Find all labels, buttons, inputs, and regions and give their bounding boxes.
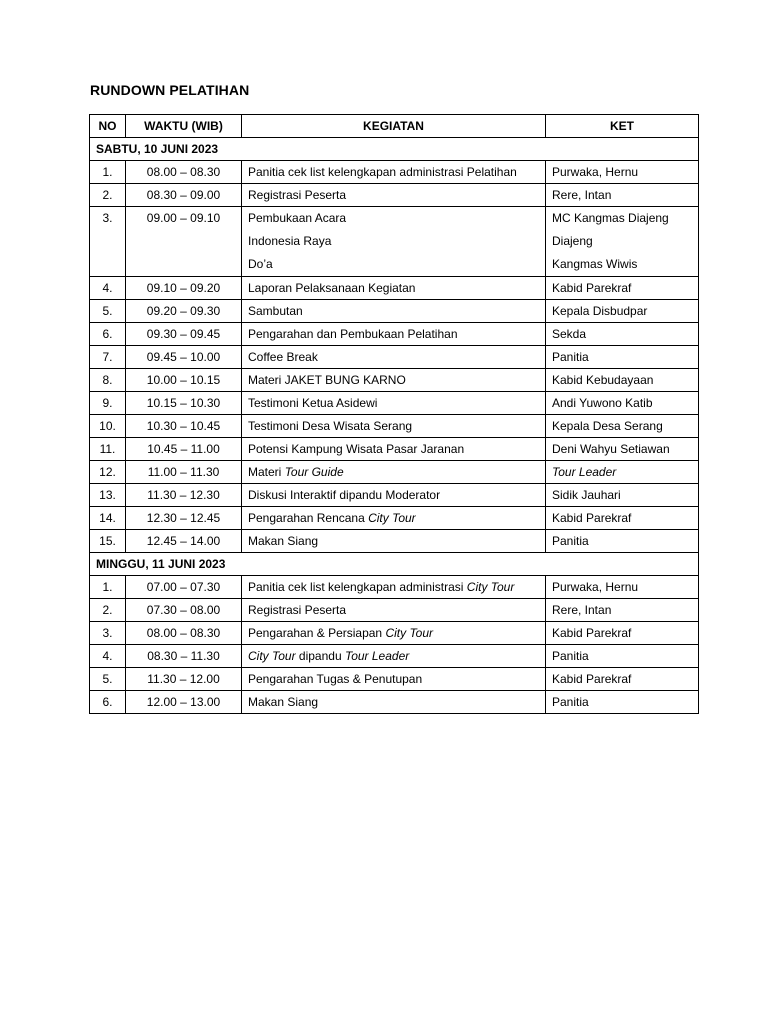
row-time: 10.30 – 10.45 xyxy=(126,415,242,438)
row-no: 10. xyxy=(90,415,126,438)
day-label: SABTU, 10 JUNI 2023 xyxy=(90,138,699,161)
row-activity: Materi JAKET BUNG KARNO xyxy=(242,369,546,392)
activity-text: Materi xyxy=(248,465,285,479)
row-notes xyxy=(546,207,699,277)
table-row xyxy=(90,622,699,645)
row-notes: Kabid Parekraf xyxy=(546,668,699,691)
row-no: 11. xyxy=(90,438,126,461)
row-no: 14. xyxy=(90,507,126,530)
table-row xyxy=(90,161,699,184)
table-row xyxy=(90,323,699,346)
day-label: MINGGU, 11 JUNI 2023 xyxy=(90,553,699,576)
activity-italic-lead: City Tour xyxy=(248,649,296,663)
row-time: 10.00 – 10.15 xyxy=(126,369,242,392)
activity-line: Indonesia Raya xyxy=(248,234,332,248)
row-activity xyxy=(242,461,546,484)
activity-text: Panitia cek list kelengkapan administrasi xyxy=(248,580,467,594)
row-no: 4. xyxy=(90,277,126,300)
row-no: 4. xyxy=(90,645,126,668)
table-row xyxy=(90,346,699,369)
row-time: 10.45 – 11.00 xyxy=(126,438,242,461)
row-no: 3. xyxy=(90,622,126,645)
row-activity xyxy=(242,507,546,530)
row-time: 11.30 – 12.00 xyxy=(126,668,242,691)
activity-text: dipandu xyxy=(295,649,345,663)
row-no: 3. xyxy=(90,207,126,277)
row-activity: Pengarahan dan Pembukaan Pelatihan xyxy=(242,323,546,346)
row-activity: Coffee Break xyxy=(242,346,546,369)
row-no: 5. xyxy=(90,300,126,323)
row-time: 08.30 – 09.00 xyxy=(126,184,242,207)
row-no: 2. xyxy=(90,599,126,622)
row-time: 12.00 – 13.00 xyxy=(126,691,242,714)
row-time: 08.00 – 08.30 xyxy=(126,161,242,184)
table-row xyxy=(90,369,699,392)
row-notes: Tour Leader xyxy=(546,461,699,484)
row-notes: Kabid Parekraf xyxy=(546,277,699,300)
row-notes: Purwaka, Hernu xyxy=(546,576,699,599)
row-no: 1. xyxy=(90,161,126,184)
row-no: 1. xyxy=(90,576,126,599)
table-row xyxy=(90,277,699,300)
row-no: 6. xyxy=(90,323,126,346)
table-row xyxy=(90,576,699,599)
row-activity: Testimoni Ketua Asidewi xyxy=(242,392,546,415)
activity-italic-text: Tour Leader xyxy=(344,649,410,663)
row-activity: Sambutan xyxy=(242,300,546,323)
row-time: 12.30 – 12.45 xyxy=(126,507,242,530)
row-notes: Kabid Kebudayaan xyxy=(546,369,699,392)
activity-text: Pengarahan & Persiapan xyxy=(248,626,386,640)
table-row xyxy=(90,438,699,461)
table-row xyxy=(90,415,699,438)
table-row xyxy=(90,530,699,553)
table-row xyxy=(90,599,699,622)
row-no: 5. xyxy=(90,668,126,691)
header-time: WAKTU (WIB) xyxy=(126,115,242,138)
header-activity: KEGIATAN xyxy=(242,115,546,138)
row-activity: Testimoni Desa Wisata Serang xyxy=(242,415,546,438)
header-notes: KET xyxy=(546,115,699,138)
row-time: 08.30 – 11.30 xyxy=(126,645,242,668)
row-no: 15. xyxy=(90,530,126,553)
row-activity: Registrasi Peserta xyxy=(242,599,546,622)
row-time: 09.20 – 09.30 xyxy=(126,300,242,323)
row-time: 09.00 – 09.10 xyxy=(126,207,242,277)
row-activity: Registrasi Peserta xyxy=(242,184,546,207)
row-no: 2. xyxy=(90,184,126,207)
row-activity: Diskusi Interaktif dipandu Moderator xyxy=(242,484,546,507)
row-notes: Deni Wahyu Setiawan xyxy=(546,438,699,461)
row-no: 13. xyxy=(90,484,126,507)
activity-italic-text: City Tour xyxy=(385,626,434,640)
row-notes: Panitia xyxy=(546,645,699,668)
row-activity xyxy=(242,207,546,277)
activity-italic-text: City Tour xyxy=(466,580,515,594)
row-activity xyxy=(242,576,546,599)
row-notes: Rere, Intan xyxy=(546,599,699,622)
row-time: 09.45 – 10.00 xyxy=(126,346,242,369)
row-no: 7. xyxy=(90,346,126,369)
page-title: RUNDOWN PELATIHAN xyxy=(90,82,250,98)
row-notes: Kabid Parekraf xyxy=(546,622,699,645)
table-row xyxy=(90,507,699,530)
activity-italic-text: Tour Guide xyxy=(284,465,344,479)
row-notes: Sekda xyxy=(546,323,699,346)
row-time: 11.00 – 11.30 xyxy=(126,461,242,484)
row-time: 10.15 – 10.30 xyxy=(126,392,242,415)
table-row xyxy=(90,461,699,484)
row-notes: Sidik Jauhari xyxy=(546,484,699,507)
row-activity: Potensi Kampung Wisata Pasar Jaranan xyxy=(242,438,546,461)
day-header-row xyxy=(90,138,699,161)
row-notes: Panitia xyxy=(546,530,699,553)
header-no: NO xyxy=(90,115,126,138)
row-activity: Pengarahan Tugas & Penutupan xyxy=(242,668,546,691)
row-time: 12.45 – 14.00 xyxy=(126,530,242,553)
row-time: 07.00 – 07.30 xyxy=(126,576,242,599)
row-activity: Makan Siang xyxy=(242,530,546,553)
table-row xyxy=(90,484,699,507)
row-time: 08.00 – 08.30 xyxy=(126,622,242,645)
table-row xyxy=(90,300,699,323)
table-row xyxy=(90,691,699,714)
activity-line: Pembukaan Acara xyxy=(248,211,347,225)
row-notes: Purwaka, Hernu xyxy=(546,161,699,184)
day-header-row xyxy=(90,553,699,576)
row-notes: Kepala Disbudpar xyxy=(546,300,699,323)
table-row xyxy=(90,645,699,668)
activity-line: Do’a xyxy=(248,257,273,271)
row-notes: Kabid Parekraf xyxy=(546,507,699,530)
row-no: 9. xyxy=(90,392,126,415)
row-notes: Rere, Intan xyxy=(546,184,699,207)
row-activity xyxy=(242,622,546,645)
activity-italic-text: City Tour xyxy=(368,511,416,525)
table-row xyxy=(90,668,699,691)
row-time: 09.10 – 09.20 xyxy=(126,277,242,300)
table-row xyxy=(90,184,699,207)
rundown-table xyxy=(89,114,699,714)
row-notes: Kepala Desa Serang xyxy=(546,415,699,438)
row-activity xyxy=(242,645,546,668)
notes-line: MC Kangmas Diajeng xyxy=(552,211,669,225)
table-row xyxy=(90,392,699,415)
row-time: 09.30 – 09.45 xyxy=(126,323,242,346)
notes-line: Kangmas Wiwis xyxy=(552,257,638,271)
row-notes: Panitia xyxy=(546,346,699,369)
row-no: 12. xyxy=(90,461,126,484)
row-activity: Laporan Pelaksanaan Kegiatan xyxy=(242,277,546,300)
row-activity: Makan Siang xyxy=(242,691,546,714)
row-notes: Andi Yuwono Katib xyxy=(546,392,699,415)
table-header-row xyxy=(90,115,699,138)
table-row xyxy=(90,207,699,277)
row-no: 8. xyxy=(90,369,126,392)
row-time: 07.30 – 08.00 xyxy=(126,599,242,622)
activity-text: Pengarahan Rencana xyxy=(248,511,369,525)
notes-line: Diajeng xyxy=(552,234,593,248)
row-no: 6. xyxy=(90,691,126,714)
row-notes: Panitia xyxy=(546,691,699,714)
row-time: 11.30 – 12.30 xyxy=(126,484,242,507)
row-activity: Panitia cek list kelengkapan administrasi Pelatihan xyxy=(242,161,546,184)
